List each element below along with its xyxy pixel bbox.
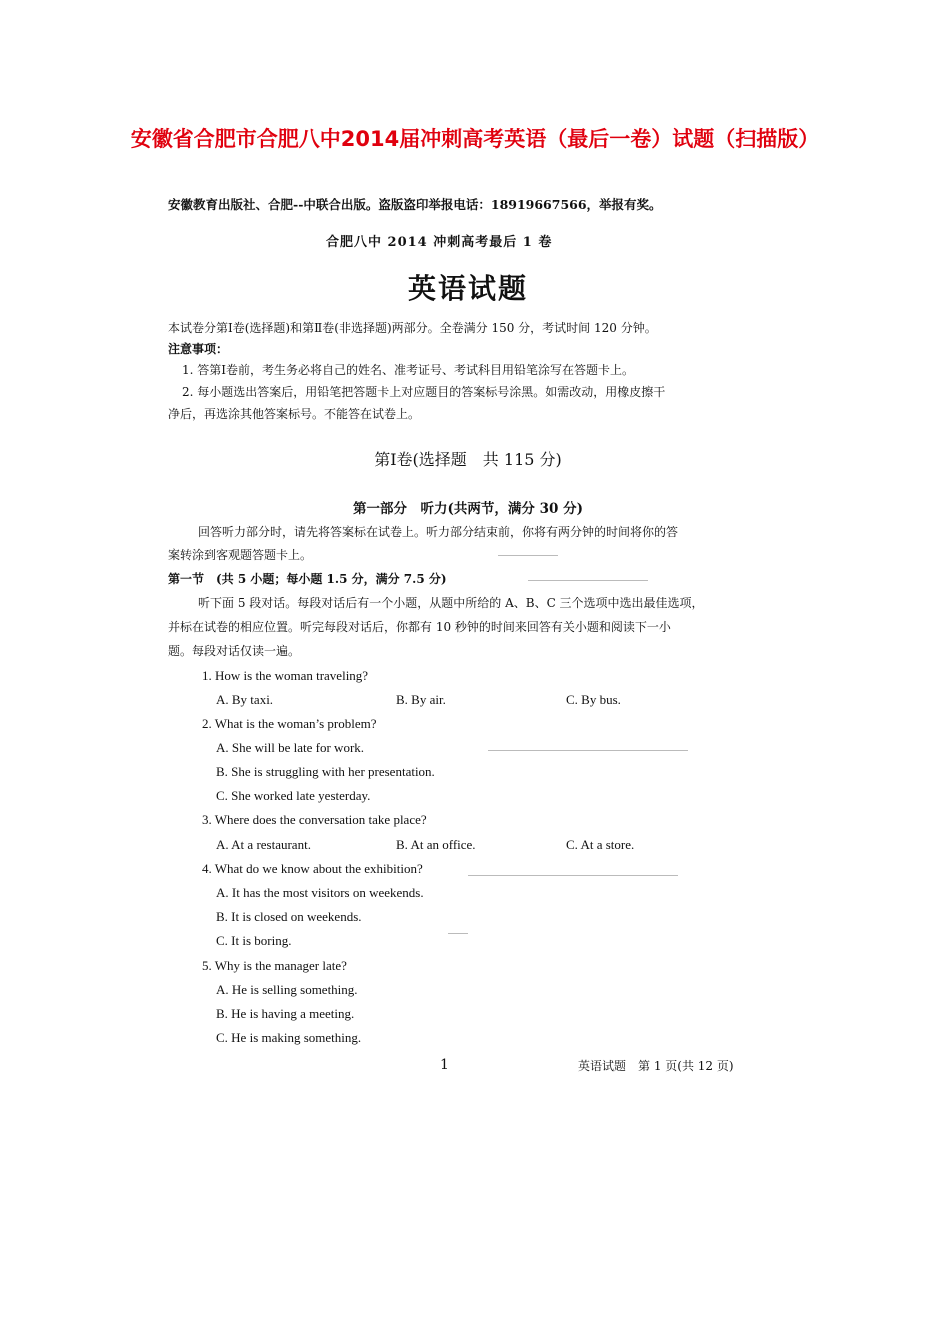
section1-intro: 听下面 5 段对话。每段对话后有一个小题，从题中所给的 A、B、C 三个选项中选出最佳选项，: [198, 596, 704, 610]
option-a: A. He is selling something.: [216, 982, 358, 997]
notice-heading: 注意事项：: [168, 342, 229, 356]
option-c: C. She worked late yesterday.: [216, 788, 371, 803]
part-title: 第一部分 听力(共两节，满分 30 分): [353, 501, 583, 517]
part-intro-cont: 案转涂到客观题答题卡上。: [168, 548, 313, 562]
question-stem: 5. Why is the manager late?: [202, 958, 347, 973]
option-a: A. She will be late for work.: [216, 740, 365, 755]
scan-noise: [448, 933, 468, 934]
section1-intro-end: 题。每段对话仅读一遍。: [168, 644, 301, 658]
page-marker: 1: [440, 1057, 449, 1073]
question-stem: 2. What is the woman’s problem?: [202, 716, 377, 731]
question-stem: 3. Where does the conversation take place?: [202, 812, 427, 827]
notice-item-1: 1. 答第Ⅰ卷前，考生务必将自己的姓名、准考证号、考试科目用铅笔涂写在答题卡上。: [182, 363, 635, 377]
option-c: C. He is making something.: [216, 1030, 362, 1045]
part-intro: 回答听力部分时，请先将答案标在试卷上。听力部分结束前，你将有两分钟的时间将你的答: [198, 525, 679, 539]
option-c: C. By bus.: [566, 692, 621, 707]
subject-title: 英语试题: [407, 272, 528, 305]
option-a: A. By taxi.: [216, 692, 274, 707]
scan-noise: [528, 580, 648, 581]
question-stem: 1. How is the woman traveling?: [202, 668, 369, 683]
option-b: B. It is closed on weekends.: [216, 909, 362, 924]
scan-noise: [498, 555, 558, 556]
page-info: 英语试题 第 1 页(共 12 页): [578, 1059, 734, 1073]
option-b: B. By air.: [396, 692, 446, 707]
scan-noise: [488, 750, 688, 751]
option-c: C. At a store.: [566, 837, 635, 852]
notice-item-2: 2. 每小题选出答案后，用铅笔把答题卡上对应题目的答案标号涂黑。如需改动，用橡皮擦干: [182, 385, 666, 399]
option-a: A. At a restaurant.: [216, 837, 311, 852]
exam-intro: 本试卷分第Ⅰ卷(选择题)和第Ⅱ卷(非选择题)两部分。全卷满分 150 分，考试时间 120 分钟。: [168, 321, 657, 335]
exam-header: 合肥八中 2014 冲刺高考最后 1 卷: [326, 235, 553, 250]
option-b: B. She is struggling with her presentation.: [216, 764, 435, 779]
scan-noise: [468, 875, 678, 876]
option-a: A. It has the most visitors on weekends.: [216, 885, 424, 900]
section1-heading: 第一节 (共 5 小题；每小题 1.5 分，满分 7.5 分): [168, 572, 447, 586]
scanned-exam-page: [168, 195, 768, 1080]
option-c: C. It is boring.: [216, 933, 292, 948]
question-stem: 4. What do we know about the exhibition?: [202, 861, 423, 876]
option-b: B. At an office.: [396, 837, 476, 852]
notice-item-2-cont: 净后，再选涂其他答案标号。不能答在试卷上。: [168, 407, 421, 421]
publisher-line: 安徽教育出版社、合肥--中联合出版。盗版盗印举报电话：18919667566，举报有奖。: [168, 197, 662, 212]
section-title: 第Ⅰ卷(选择题 共 115 分): [374, 450, 562, 469]
document-title: 安徽省合肥市合肥八中2014届冲刺高考英语（最后一卷）试题（扫描版）: [130, 127, 820, 151]
section1-intro-cont: 并标在试卷的相应位置。听完每段对话后，你都有 10 秒钟的时间来回答有关小题和阅读下一小: [168, 620, 671, 634]
option-b: B. He is having a meeting.: [216, 1006, 355, 1021]
